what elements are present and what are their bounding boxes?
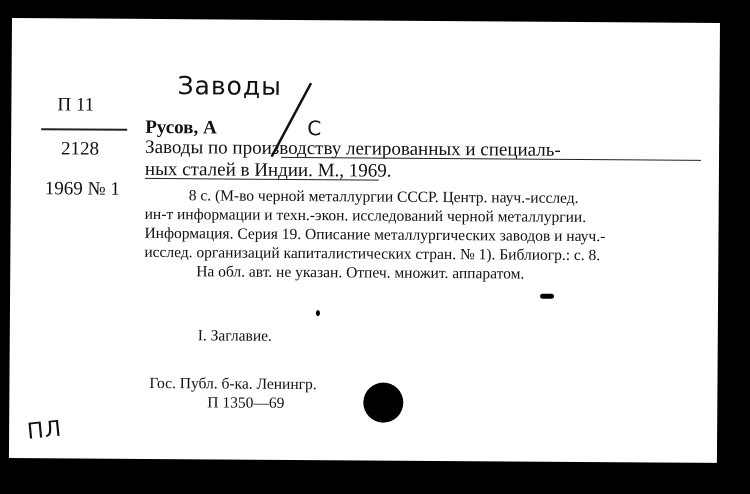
call-number: П 1350—69 <box>207 394 285 412</box>
description-line-1: 8 с. (М-во черной металлургии СССР. Центр. науч.-исслед. <box>188 187 579 207</box>
description-line-4: исслед. организаций капиталистических стран. № 1). Библиогр.: с. 8. <box>144 243 601 265</box>
catalog-card <box>9 18 720 463</box>
ink-speck-small <box>316 310 320 316</box>
record-number: 2128 <box>61 138 100 160</box>
description-line-3: Информация. Серия 19. Описание металлургических заводов и науч.- <box>144 224 606 246</box>
ink-speck <box>540 294 554 299</box>
tracing: I. Заглавие. <box>197 327 272 345</box>
year-issue: 1969 № 1 <box>44 178 121 200</box>
title-line-2: ных сталей в Индии. М., 1969. <box>144 158 392 182</box>
holding-library: Гос. Публ. б-ка. Ленингр. <box>149 374 317 394</box>
description-line-2: ин-т информации и техн.-экон. исследований черной металлургии. <box>144 205 587 227</box>
note: На обл. авт. не указан. Отпеч. множит. аппаратом. <box>196 263 525 283</box>
shelfmark-rule <box>41 128 127 131</box>
handwritten-letter: С <box>307 116 323 141</box>
author: Русов, А <box>145 116 217 139</box>
title-line-1: Заводы по производству легированных и специаль- <box>145 136 561 161</box>
ink-blot <box>363 382 403 422</box>
handwritten-heading: Заводы <box>177 71 283 101</box>
shelfmark: П 11 <box>57 94 95 116</box>
handwritten-corner-mark: ПЛ <box>25 416 64 445</box>
